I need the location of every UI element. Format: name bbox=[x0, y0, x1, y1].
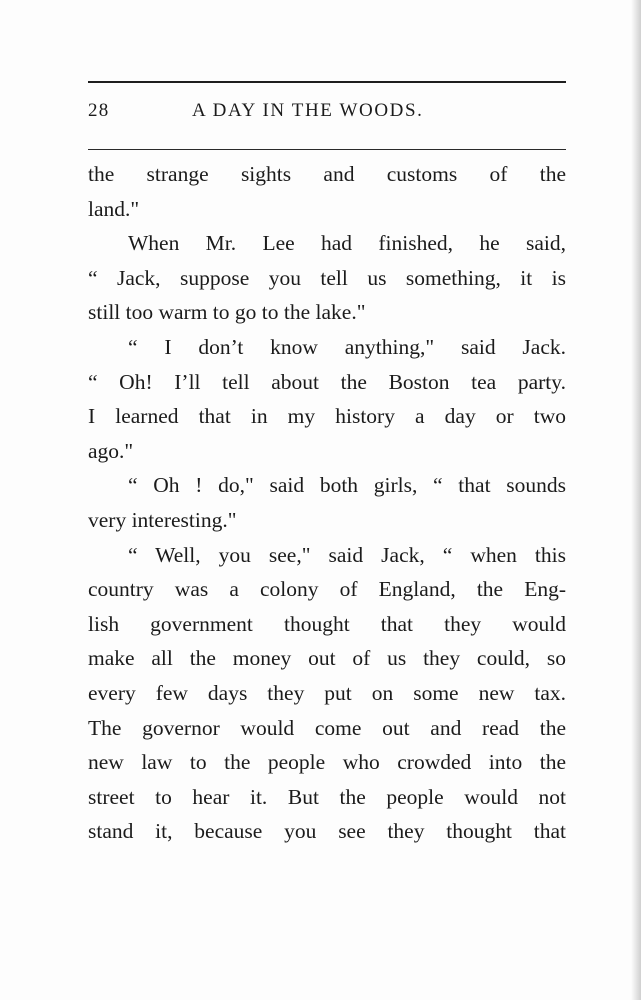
running-title: A DAY IN THE WOODS. bbox=[192, 100, 424, 121]
text-line: “ Well, you see," said Jack, “ when this bbox=[128, 542, 566, 567]
running-header bbox=[88, 100, 566, 130]
text-line: ago." bbox=[88, 438, 134, 463]
text-line: country was a colony of England, the Eng- bbox=[88, 577, 566, 602]
text-line: “ Oh! I’ll tell about the Boston tea party. bbox=[88, 369, 566, 394]
text-line: stand it, because you see they thought that bbox=[88, 819, 566, 844]
body-text bbox=[88, 157, 566, 849]
text-line: the strange sights and customs of the bbox=[88, 162, 566, 186]
text-line: “ I don’t know anything," said Jack. bbox=[128, 334, 566, 359]
text-line: still too warm to go to the lake." bbox=[88, 300, 366, 325]
text-line: make all the money out of us they could, so bbox=[88, 646, 566, 671]
header-top-rule bbox=[88, 81, 566, 83]
text-line: The governor would come out and read the bbox=[88, 715, 566, 740]
text-line: I learned that in my history a day or two bbox=[88, 404, 566, 429]
text-line: new law to the people who crowded into the bbox=[88, 750, 566, 775]
page-number: 28 bbox=[88, 100, 110, 121]
header-bottom-rule bbox=[88, 149, 566, 150]
text-line: very interesting." bbox=[88, 507, 237, 532]
page-edge-shadow bbox=[631, 0, 641, 1000]
text-line: When Mr. Lee had finished, he said, bbox=[128, 231, 566, 256]
text-line: street to hear it. But the people would not bbox=[88, 784, 566, 809]
text-line: “ Jack, suppose you tell us something, it is bbox=[88, 265, 566, 290]
text-line: “ Oh ! do," said both girls, “ that sounds bbox=[128, 473, 566, 498]
text-line: land." bbox=[88, 196, 140, 221]
text-line: every few days they put on some new tax. bbox=[88, 680, 566, 705]
text-line: lish government thought that they would bbox=[88, 611, 566, 636]
